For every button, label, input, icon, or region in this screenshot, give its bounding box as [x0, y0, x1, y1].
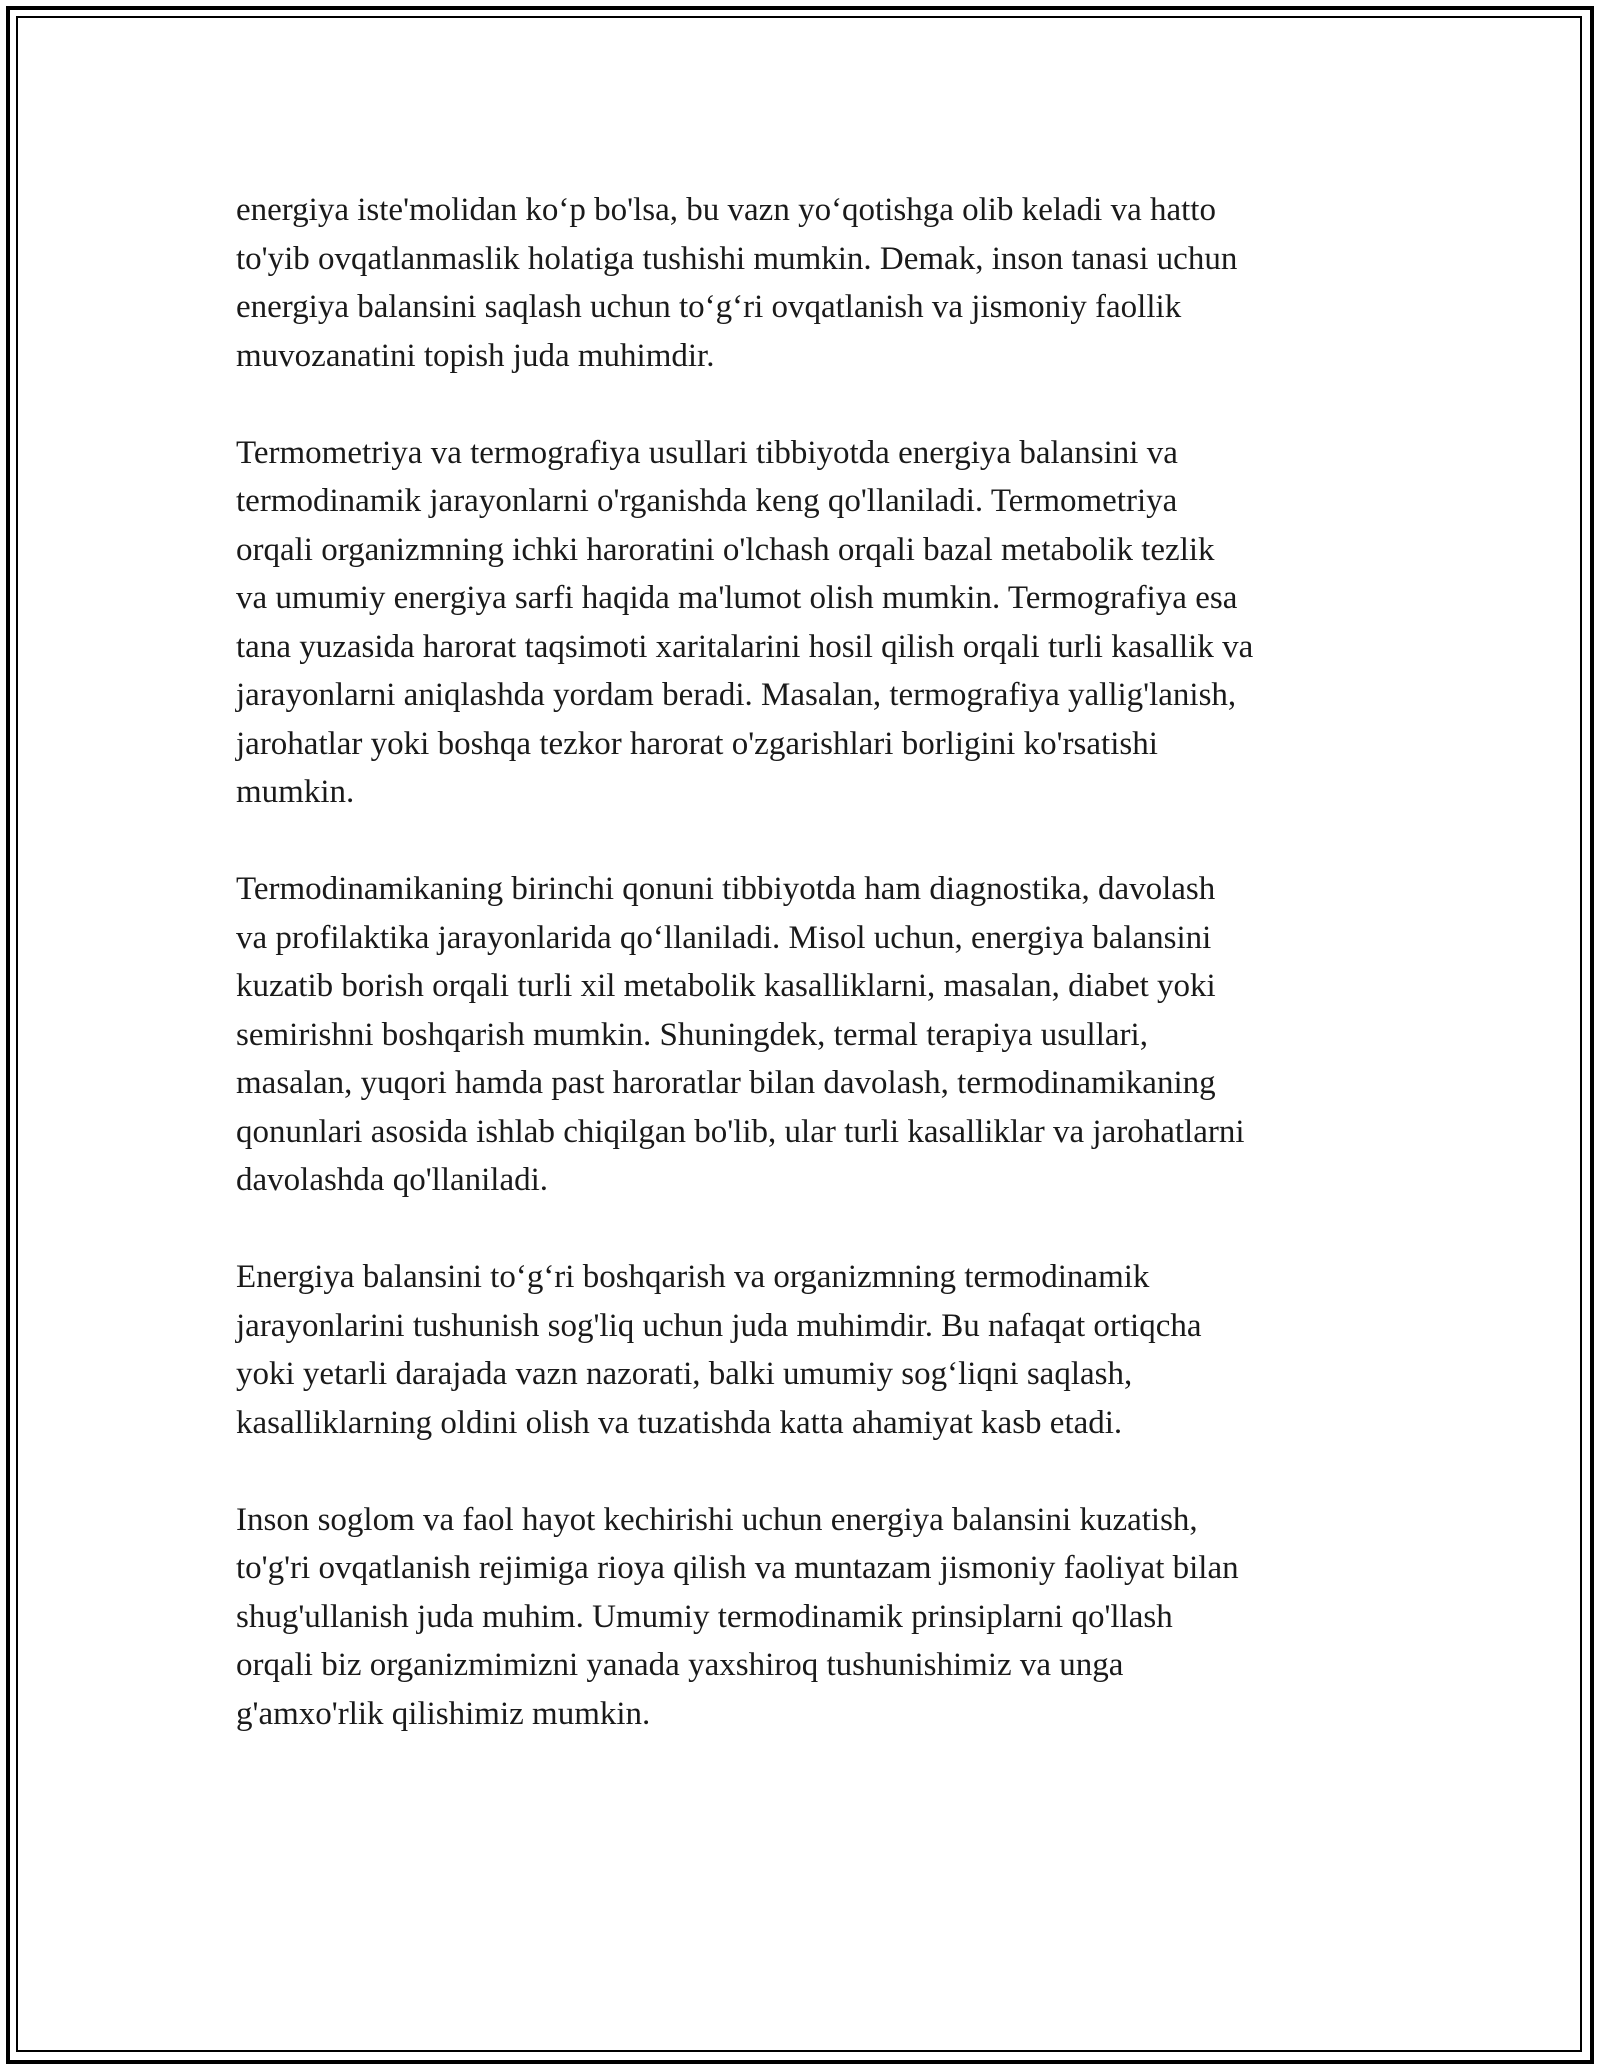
text-line: to'g'ri ovqatlanish rejimiga rioya qilish va muntazam jismoniy faoliyat bilan [236, 1550, 1239, 1586]
text-line: tana yuzasida harorat taqsimoti xaritalarini hosil qilish orqali turli kasallik va [236, 628, 1254, 665]
text-line: shug'ullanish juda muhim. Umumiy termodinamik prinsiplarni qo'llash [236, 1598, 1173, 1635]
text-line: energiya balansini saqlash uchun to‘g‘ri ovqatlanish va jismoniy faollik [236, 289, 1182, 325]
text-line: va umumiy energiya sarfi haqida ma'lumot olish mumkin. Termografiya esa [236, 580, 1238, 616]
text-line: kasalliklarning oldini olish va tuzatishda katta ahamiyat kasb etadi. [236, 1404, 1123, 1441]
paragraph-3 [236, 865, 1376, 1205]
text-line: Termometriya va termografiya usullari tibbiyotda energiya balansini va [236, 434, 1178, 471]
text-line: mumkin. [236, 774, 355, 810]
paragraph-5 [236, 1496, 1376, 1739]
text-line: termodinamik jarayonlarni o'rganishda keng qo'llaniladi. Termometriya [236, 483, 1178, 519]
text-line: yoki yetarli darajada vazn nazorati, balki umumiy sog‘liqni saqlash, [236, 1356, 1133, 1392]
text-line: masalan, yuqori hamda past haroratlar bilan davolash, termodinamikaning [236, 1065, 1216, 1101]
text-line: davolashda qo'llaniladi. [236, 1162, 549, 1198]
text-line: qonunlari asosida ishlab chiqilgan bo'lib, ular turli kasalliklar va jarohatlarni [236, 1113, 1245, 1150]
text-line: muvozanatini topish juda muhimdir. [236, 337, 715, 374]
text-line: semirishni boshqarish mumkin. Shuningdek, termal terapiya usullari, [236, 1016, 1148, 1053]
text-line: Inson soglom va faol hayot kechirishi uchun energiya balansini kuzatish, [236, 1501, 1198, 1538]
text-line: orqali organizmning ichki haroratini o'lchash orqali bazal metabolik tezlik [236, 531, 1215, 568]
text-line: energiya iste'molidan ko‘p bo'lsa, bu vazn yo‘qotishga olib keladi va hatto [236, 192, 1216, 228]
text-line: orqali biz organizmimizni yanada yaxshiroq tushunishimiz va unga [236, 1647, 1124, 1683]
document-body [236, 186, 1376, 1787]
text-line: to'yib ovqatlanmaslik holatiga tushishi mumkin. Demak, inson tanasi uchun [236, 240, 1238, 277]
text-line: jarohatlar yoki boshqa tezkor harorat o'zgarishlari borligini ko'rsatishi [236, 725, 1158, 762]
text-line: jarayonlarini tushunish sog'liq uchun juda muhimdir. Bu nafaqat ortiqcha [236, 1307, 1202, 1344]
paragraph-1 [236, 186, 1376, 380]
text-line: Energiya balansini to‘g‘ri boshqarish va organizmning termodinamik [236, 1259, 1150, 1295]
text-line: jarayonlarni aniqlashda yordam beradi. Masalan, termografiya yallig'lanish, [236, 677, 1237, 713]
paragraph-4 [236, 1253, 1376, 1447]
paragraph-2 [236, 429, 1376, 817]
text-line: kuzatib borish orqali turli xil metabolik kasalliklarni, masalan, diabet yoki [236, 968, 1216, 1004]
text-line: g'amxo'rlik qilishimiz mumkin. [236, 1695, 651, 1732]
text-line: va profilaktika jarayonlarida qo‘llaniladi. Misol uchun, energiya balansini [236, 919, 1212, 956]
text-line: Termodinamikaning birinchi qonuni tibbiyotda ham diagnostika, davolash [236, 871, 1216, 907]
